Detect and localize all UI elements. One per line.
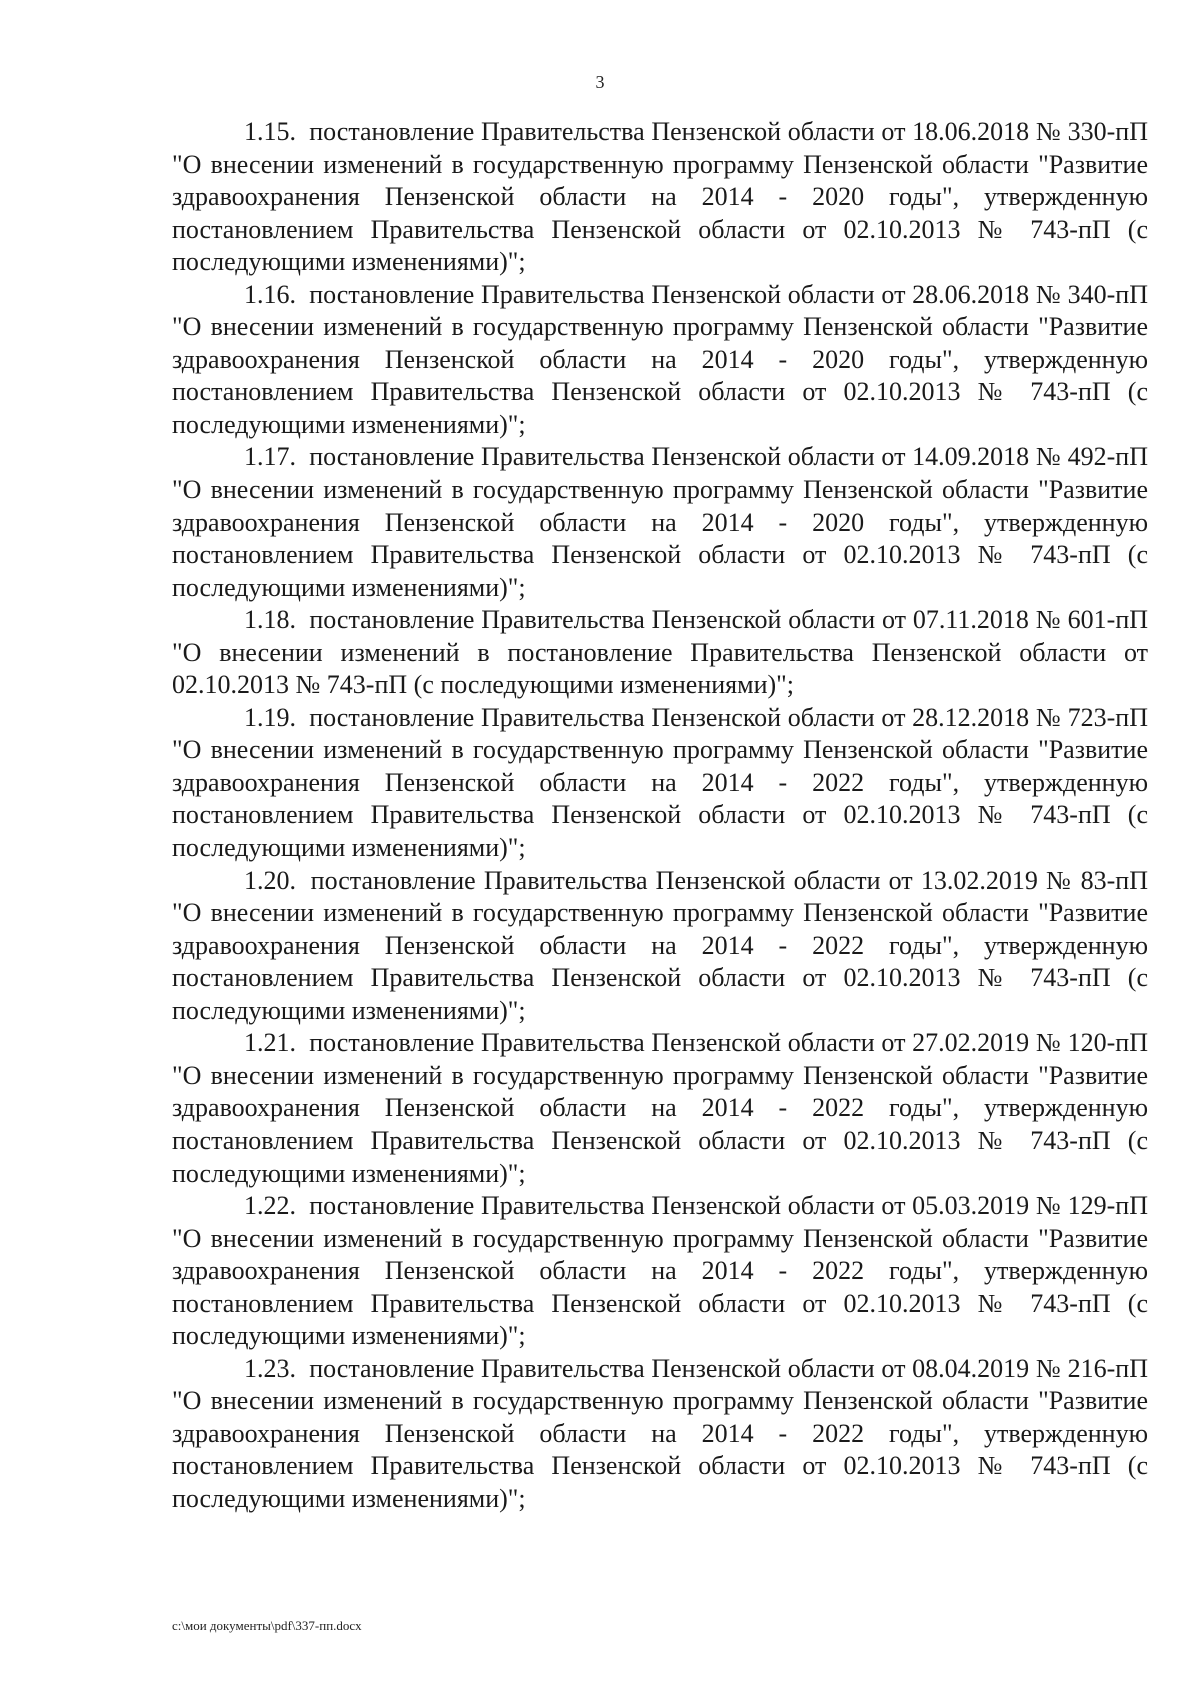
item-text: постановление Правительства Пензенской области от 05.03.2019 № 129-пП "О внесении изменений в государственную программу Пензенской области "Развитие здравоохранения Пензенской области на 2014 - 2022 годы", утвержденную постановлением Правительства Пензенской области от 02.10.2013 № 743-пП (с последующими изменениями)";: [172, 1191, 1149, 1351]
item-number: 1.15.: [244, 117, 296, 146]
item-text: постановление Правительства Пензенской области от 18.06.2018 № 330-пП "О внесении изменений в государственную программу Пензенской области "Развитие здравоохранения Пензенской области на 2014 - 2020 годы", утвержденную постановлением Правительства Пензенской области от 02.10.2013 № 743-пП (с последующими изменениями)";: [172, 117, 1149, 277]
list-item: [172, 1353, 1148, 1516]
item-text: постановление Правительства Пензенской области от 28.12.2018 № 723-пП "О внесении изменений в государственную программу Пензенской области "Развитие здравоохранения Пензенской области на 2014 - 2022 годы", утвержденную постановлением Правительства Пензенской области от 02.10.2013 № 743-пП (с последующими изменениями)";: [172, 702, 1149, 863]
list-item: [172, 1027, 1148, 1190]
item-number: 1.21.: [244, 1028, 296, 1058]
item-text: постановление Правительства Пензенской области от 27.02.2019 № 120-пП "О внесении изменений в государственную программу Пензенской области "Развитие здравоохранения Пензенской области на 2014 - 2022 годы", утвержденную постановлением Правительства Пензенской области от 02.10.2013 № 743-пП (с последующими изменениями)";: [172, 1028, 1149, 1188]
item-text: постановление Правительства Пензенской области от 14.09.2018 № 492-пП "О внесении изменений в государственную программу Пензенской области "Развитие здравоохранения Пензенской области на 2014 - 2020 годы", утвержденную постановлением Правительства Пензенской области от 02.10.2013 № 743-пП (с последующими изменениями)";: [172, 442, 1149, 602]
item-text: постановление Правительства Пензенской области от 07.11.2018 № 601-пП "О внесении изменений в постановление Правительства Пензенской области от 02.10.2013 № 743-пП (с последующими изменениями)";: [172, 605, 1149, 700]
list-item: [172, 1190, 1148, 1353]
item-number: 1.16.: [244, 279, 296, 309]
item-number: 1.18.: [244, 605, 296, 635]
item-number: 1.22.: [244, 1191, 296, 1221]
item-number: 1.19.: [244, 702, 296, 732]
footer-file-path: c:\мои документы\pdf\337-пп.docx: [172, 1618, 362, 1633]
page-number: 3: [595, 72, 605, 92]
item-text: постановление Правительства Пензенской области от 28.06.2018 № 340-пП "О внесении изменений в государственную программу Пензенской области "Развитие здравоохранения Пензенской области на 2014 - 2020 годы", утвержденную постановлением Правительства Пензенской области от 02.10.2013 № 743-пП (с последующими изменениями)";: [172, 279, 1149, 439]
item-text: постановление Правительства Пензенской области от 08.04.2019 № 216-пП "О внесении изменений в государственную программу Пензенской области "Развитие здравоохранения Пензенской области на 2014 - 2022 годы", утвержденную постановлением Правительства Пензенской области от 02.10.2013 № 743-пП (с последующими изменениями)";: [172, 1353, 1149, 1513]
list-item: [172, 702, 1148, 865]
item-number: 1.17.: [244, 442, 296, 472]
item-number: 1.20.: [244, 865, 296, 895]
item-number: 1.23.: [244, 1353, 296, 1383]
item-text: постановление Правительства Пензенской области от 13.02.2019 № 83-пП "О внесении изменений в государственную программу Пензенской области "Развитие здравоохранения Пензенской области на 2014 - 2022 годы", утвержденную постановлением Правительства Пензенской области от 02.10.2013 № 743-пП (с последующими изменениями)";: [172, 865, 1148, 1025]
list-item: [172, 865, 1148, 1028]
list-item: [172, 604, 1148, 702]
list-item: [172, 116, 1148, 279]
document-body: [172, 116, 1148, 1516]
list-item: [172, 441, 1148, 604]
list-item: [172, 279, 1148, 442]
